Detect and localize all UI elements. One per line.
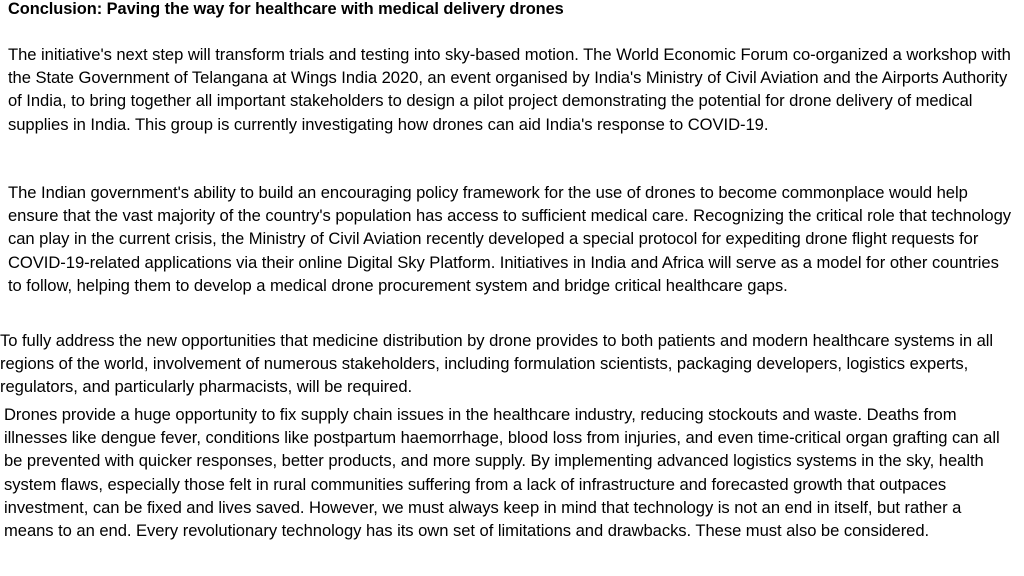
paragraph-policy-framework: The Indian government's ability to build an encouraging policy framework for the use of drones to become commonplace would help ensure that the vast majority of the country's population has access to sufficient medical care. Recognizing the critical role that technology can play in the current crisis, the Ministry of Civil Aviation recently developed a special protocol for expediting drone flight requests for COVID-19-related applications via their online Digital Sky Platform. Initiatives in India and Africa will serve as a model for other countries to follow, helping them to develop a medical drone procurement system and bridge critical healthcare gaps. [8,183,1011,295]
paragraph-stakeholders: To fully address the new opportunities that medicine distribution by drone provides to both patients and modern healthcare systems in all regions of the world, involvement of numerous stakeholders, including formulation scientists, packaging developers, logistics experts, regulators, and particularly pharmacists, will be required. [0,331,994,397]
section-heading: Conclusion: Paving the way for healthcare with medical delivery drones [8,0,564,18]
paragraph-supply-chain-opportunity: Drones provide a huge opportunity to fix supply chain issues in the healthcare industry, reducing stockouts and waste. Deaths from illnesses like dengue fever, conditions like postpartum haemorrhage, blood loss from injuries, and even time-critical organ grafting can all be prevented with quicker responses, better products, and more supply. By implementing advanced logistics systems in the sky, health system flaws, especially those felt in rural communities suffering from a lack of infrastructure and forecasted growth that outpaces investment, can be fixed and lives saved. However, we must always keep in mind that technology is not an end in itself, but rather a means to an end. Every revolutionary technology has its own set of limitations and drawbacks. These must also be considered. [4,405,1000,541]
paragraph-wings-india-workshop: The initiative's next step will transform trials and testing into sky-based motion. The World Economic Forum co-organized a workshop with the State Government of Telangana at Wings India 2020, an event organised by India's Ministry of Civil Aviation and the Airports Authority of India, to bring together all important stakeholders to design a pilot project demonstrating the potential for drone delivery of medical supplies in India. This group is currently investigating how drones can aid India's response to COVID-19. [8,45,1011,134]
